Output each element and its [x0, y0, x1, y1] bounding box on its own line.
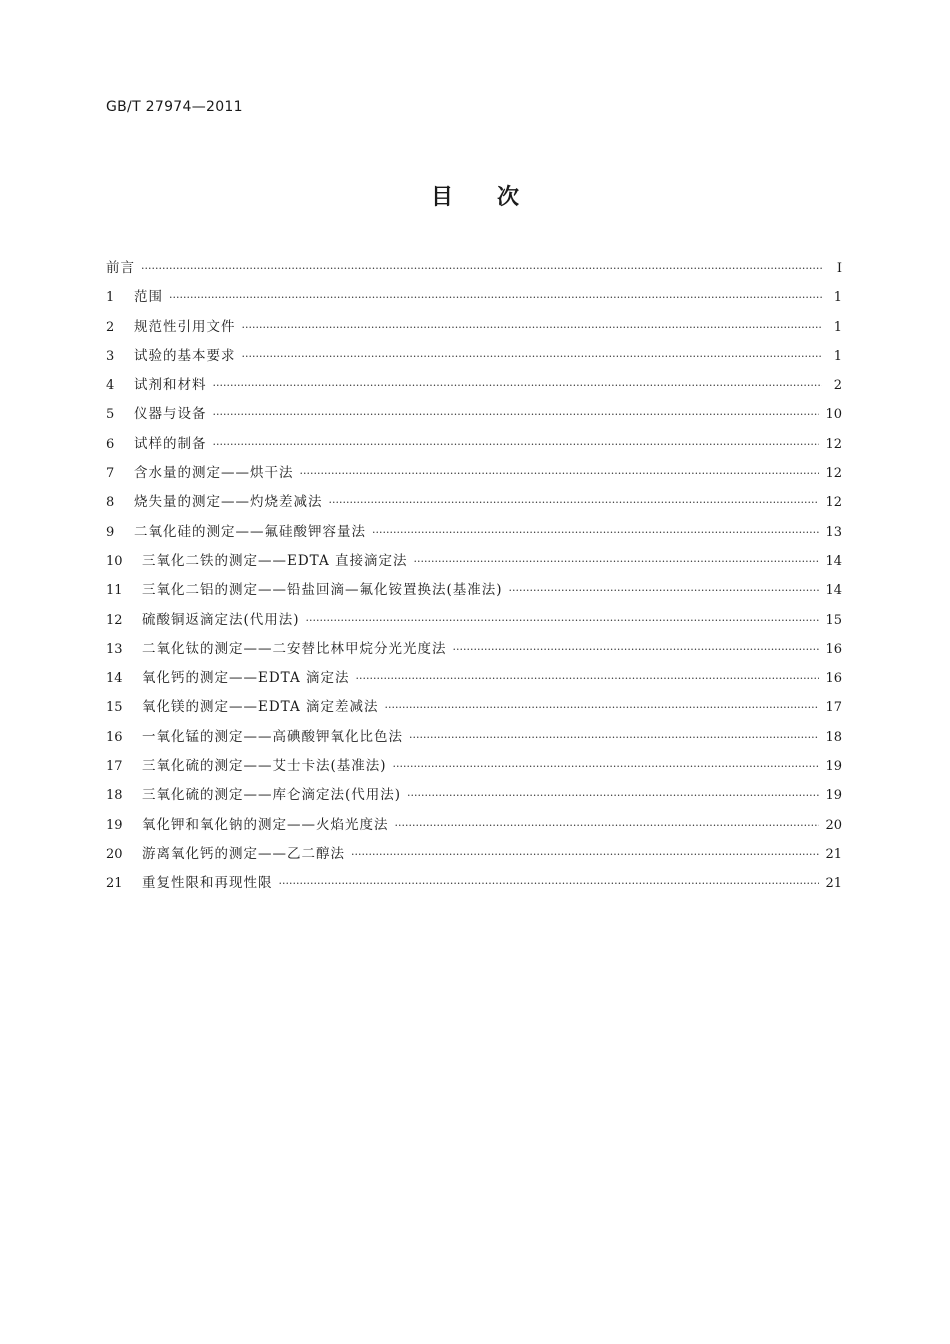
toc-entry-page: 18	[825, 729, 842, 745]
toc-entry-title: 烧失量的测定——灼烧差减法	[134, 494, 323, 511]
toc-entry-title: 硫酸铜返滴定法(代用法)	[142, 611, 300, 628]
toc-entry-number: 16	[106, 729, 123, 745]
toc-entry-title: 二氧化硅的测定——氟硅酸钾容量法	[134, 523, 366, 540]
toc-leader-dots	[306, 614, 820, 627]
toc-entry-title: 三氧化硫的测定——艾士卡法(基准法)	[142, 758, 387, 775]
toc-entry-number: 11	[106, 583, 123, 599]
toc-entry[interactable]	[106, 549, 842, 578]
toc-entry-title: 二氧化钛的测定——二安替比林甲烷分光光度法	[142, 640, 447, 657]
title-part-2: 次	[497, 185, 520, 210]
toc-entry-title: 氧化钙的测定——EDTA 滴定法	[142, 670, 350, 687]
toc-entry[interactable]	[106, 608, 842, 637]
toc-entry-number: 15	[106, 700, 123, 716]
toc-entry[interactable]	[106, 754, 842, 783]
toc-entry-number: 2	[106, 319, 115, 335]
toc-entry-page: 12	[825, 495, 842, 511]
toc-entry[interactable]	[106, 842, 842, 871]
toc-leader-dots	[300, 467, 820, 480]
toc-entry[interactable]	[106, 256, 842, 285]
page-title	[0, 180, 950, 211]
toc-entry-number: 3	[106, 348, 115, 364]
toc-entry-page: Ⅰ	[836, 261, 842, 276]
toc-entry-page: 19	[825, 759, 842, 775]
toc-entry-number: 20	[106, 846, 123, 862]
toc-entry-title: 三氧化硫的测定——库仑滴定法(代用法)	[142, 787, 402, 804]
toc-entry[interactable]	[106, 637, 842, 666]
toc-entry-title: 仪器与设备	[134, 406, 207, 423]
toc-leader-dots	[409, 731, 819, 744]
toc-leader-dots	[509, 584, 820, 597]
toc-entry-page: 19	[825, 788, 842, 804]
toc-entry[interactable]	[106, 315, 842, 344]
toc-entry[interactable]	[106, 461, 842, 490]
document-code: GB/T 27974—2011	[106, 99, 243, 115]
toc-leader-dots	[414, 555, 820, 568]
toc-entry-number: 4	[106, 378, 115, 394]
toc-entry[interactable]	[106, 490, 842, 519]
toc-entry-page: 13	[825, 524, 842, 540]
toc-entry-page: 14	[825, 583, 842, 599]
toc-entry-title: 规范性引用文件	[134, 318, 236, 335]
toc-leader-dots	[169, 291, 822, 304]
toc-entry-title: 氧化钾和氧化钠的测定——火焰光度法	[142, 816, 389, 833]
toc-entry-title: 含水量的测定——烘干法	[134, 465, 294, 482]
toc-entry[interactable]	[106, 871, 842, 900]
toc-entry-number: 8	[106, 495, 115, 511]
toc-entry[interactable]	[106, 402, 842, 431]
table-of-contents	[106, 256, 842, 901]
toc-entry-number: 19	[106, 817, 123, 833]
toc-entry-number: 18	[106, 788, 123, 804]
toc-leader-dots	[279, 877, 820, 890]
toc-entry[interactable]	[106, 520, 842, 549]
toc-entry-number: 5	[106, 407, 115, 423]
toc-entry-title: 三氧化二铁的测定——EDTA 直接滴定法	[142, 552, 408, 569]
toc-entry-page: 16	[825, 641, 842, 657]
toc-entry-page: 21	[825, 846, 842, 862]
toc-leader-dots	[242, 321, 823, 334]
toc-leader-dots	[395, 819, 820, 832]
toc-entry-title: 游离氧化钙的测定——乙二醇法	[142, 845, 345, 862]
toc-entry-title: 氧化镁的测定——EDTA 滴定差减法	[142, 699, 379, 716]
toc-entry-page: 1	[833, 290, 842, 306]
toc-entry-number: 10	[106, 553, 123, 569]
toc-leader-dots	[356, 672, 820, 685]
toc-entry-page: 1	[833, 319, 842, 335]
toc-entry-title: 试样的制备	[134, 435, 207, 452]
toc-leader-dots	[372, 526, 819, 539]
toc-entry-title: 三氧化二铝的测定——铅盐回滴—氟化铵置换法(基准法)	[142, 582, 503, 599]
toc-entry-page: 16	[825, 671, 842, 687]
toc-leader-dots	[393, 760, 820, 773]
toc-entry-title: 前言	[106, 260, 135, 276]
toc-entry-number: 21	[106, 876, 123, 892]
toc-entry-title: 试剂和材料	[134, 377, 207, 394]
toc-leader-dots	[213, 379, 823, 392]
toc-entry-number: 17	[106, 759, 123, 775]
toc-entry-page: 15	[825, 612, 842, 628]
toc-leader-dots	[242, 350, 823, 363]
toc-entry[interactable]	[106, 432, 842, 461]
toc-entry-page: 21	[825, 876, 842, 892]
toc-entry[interactable]	[106, 695, 842, 724]
toc-entry-title: 试验的基本要求	[134, 347, 236, 364]
toc-entry-page: 12	[825, 436, 842, 452]
toc-entry[interactable]	[106, 666, 842, 695]
toc-entry-number: 13	[106, 641, 123, 657]
toc-entry-number: 6	[106, 436, 115, 452]
toc-entry-number: 9	[106, 524, 115, 540]
toc-entry-number: 12	[106, 612, 123, 628]
toc-entry[interactable]	[106, 725, 842, 754]
toc-entry[interactable]	[106, 373, 842, 402]
toc-leader-dots	[213, 438, 820, 451]
toc-entry[interactable]	[106, 578, 842, 607]
toc-entry-title: 一氧化锰的测定——高碘酸钾氧化比色法	[142, 728, 403, 745]
toc-leader-dots	[141, 262, 822, 275]
toc-entry-page: 2	[833, 378, 842, 394]
toc-entry-number: 14	[106, 671, 123, 687]
toc-entry-title: 重复性限和再现性限	[142, 875, 273, 892]
title-part-1: 目	[430, 185, 453, 210]
toc-entry-page: 17	[825, 700, 842, 716]
toc-leader-dots	[407, 789, 819, 802]
toc-entry-title: 范围	[134, 289, 163, 306]
toc-entry-page: 12	[825, 466, 842, 482]
toc-leader-dots	[351, 848, 819, 861]
toc-entry-page: 10	[825, 407, 842, 423]
toc-entry-number: 7	[106, 466, 115, 482]
toc-entry-page: 20	[825, 817, 842, 833]
toc-leader-dots	[385, 701, 820, 714]
toc-entry-page: 14	[825, 553, 842, 569]
toc-entry[interactable]	[106, 285, 842, 314]
toc-entry-number: 1	[106, 290, 115, 306]
toc-entry[interactable]	[106, 783, 842, 812]
toc-entry[interactable]	[106, 344, 842, 373]
toc-entry-page: 1	[833, 348, 842, 364]
toc-leader-dots	[213, 408, 820, 421]
toc-leader-dots	[453, 643, 820, 656]
toc-leader-dots	[329, 496, 820, 509]
toc-entry[interactable]	[106, 813, 842, 842]
